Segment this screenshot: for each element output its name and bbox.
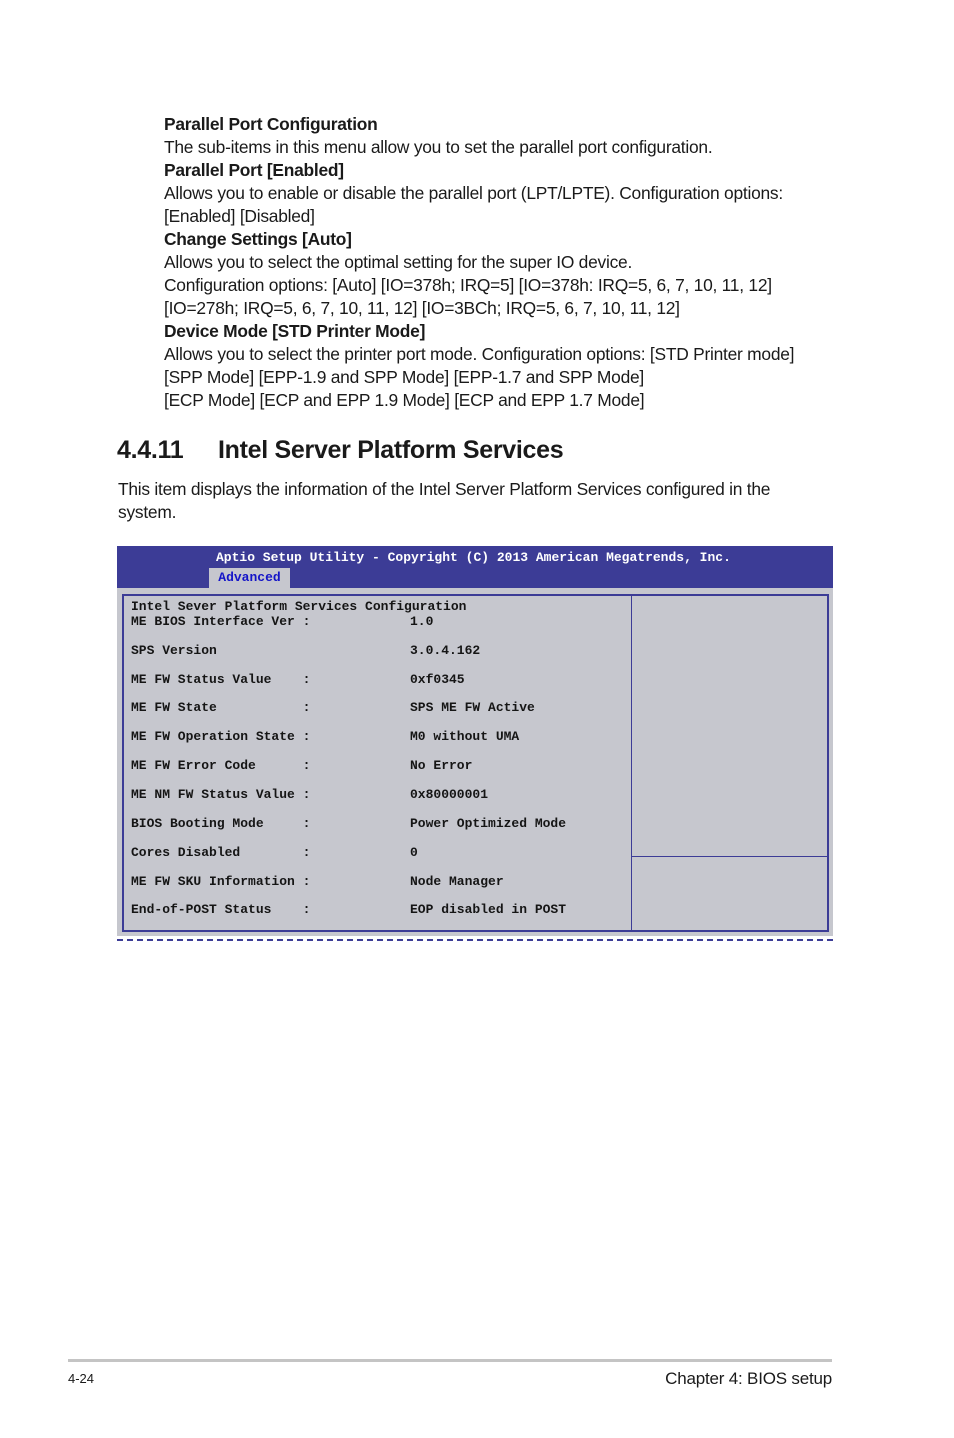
bios-info-row xyxy=(131,729,631,747)
bios-info-row xyxy=(131,700,631,718)
bios-info-row xyxy=(131,758,631,776)
device-mode-desc-line-3: [ECP Mode] [ECP and EPP 1.9 Mode] [ECP and EPP 1.7 Mode] xyxy=(164,390,645,410)
bios-title: Aptio Setup Utility - Copyright (C) 2013 American Megatrends, Inc. xyxy=(216,550,731,565)
parallel-port-heading: Parallel Port [Enabled] xyxy=(164,160,344,180)
bios-info-value: SPS ME FW Active xyxy=(410,700,535,715)
bios-info-value: 0x80000001 xyxy=(410,787,489,802)
bios-info-value: 0 xyxy=(410,845,418,860)
tab-advanced[interactable]: Advanced xyxy=(209,568,290,588)
bios-info-row xyxy=(131,614,631,632)
section-number: 4.4.11 xyxy=(117,436,184,464)
bios-bottom-dashed-border xyxy=(117,939,833,941)
section-intro-line-1: This item displays the information of the Intel Server Platform Services configured in the xyxy=(118,479,771,499)
bios-info-row xyxy=(131,787,631,805)
bios-info-label: BIOS Booting Mode : xyxy=(131,816,311,831)
page-number: 4-24 xyxy=(68,1371,95,1386)
bios-info-value: No Error xyxy=(410,758,473,773)
bios-info-value: 1.0 xyxy=(410,614,434,629)
section-heading xyxy=(117,436,563,465)
section-title: Intel Server Platform Services xyxy=(218,436,564,464)
bios-info-row xyxy=(131,845,631,863)
parallel-port-desc-line-1: Allows you to enable or disable the parallel port (LPT/LPTE). Configuration options: xyxy=(164,183,783,203)
bios-header-bar xyxy=(117,546,833,588)
change-settings-desc-line-3: [IO=278h; IRQ=5, 6, 7, 10, 11, 12] [IO=3BCh; IRQ=5, 6, 7, 10, 11, 12] xyxy=(164,298,680,318)
bios-config-title: Intel Sever Platform Services Configuration xyxy=(131,599,467,614)
parallel-port-section xyxy=(164,113,844,412)
bios-info-label: Cores Disabled : xyxy=(131,845,311,860)
parallel-port-desc-line-2: [Enabled] [Disabled] xyxy=(164,206,315,226)
bios-info-label: ME FW Operation State : xyxy=(131,729,311,744)
parallel-port-config-desc: The sub-items in this menu allow you to set the parallel port configuration. xyxy=(164,137,713,157)
change-settings-desc-line-1: Allows you to select the optimal setting for the super IO device. xyxy=(164,252,633,272)
parallel-port-config-heading: Parallel Port Configuration xyxy=(164,114,378,134)
bios-info-row xyxy=(131,643,631,661)
bios-info-label: SPS Version xyxy=(131,643,217,658)
bios-info-value: 3.0.4.162 xyxy=(410,643,481,658)
bios-info-label: ME FW SKU Information : xyxy=(131,874,311,889)
bios-info-row xyxy=(131,816,631,834)
bios-info-label: ME FW Status Value : xyxy=(131,672,311,687)
bios-info-row xyxy=(131,874,631,892)
bios-info-label: ME NM FW Status Value : xyxy=(131,787,311,802)
bios-panel-divider xyxy=(631,596,632,930)
bios-info-label: ME BIOS Interface Ver : xyxy=(131,614,311,629)
bios-info-row xyxy=(131,902,631,920)
device-mode-desc-line-1: Allows you to select the printer port mode. Configuration options: [STD Printer mode] xyxy=(164,344,795,364)
bios-screenshot xyxy=(117,546,833,942)
bios-help-separator xyxy=(632,856,827,857)
bios-info-value: EOP disabled in POST xyxy=(410,902,567,917)
bios-info-label: ME FW State : xyxy=(131,700,311,715)
section-intro-line-2: system. xyxy=(118,502,177,522)
bios-info-value: 0xf0345 xyxy=(410,672,465,687)
bios-info-value: Node Manager xyxy=(410,874,504,889)
bios-info-value: M0 without UMA xyxy=(410,729,520,744)
section-intro xyxy=(118,478,838,524)
bios-info-value: Power Optimized Mode xyxy=(410,816,567,831)
footer-rule xyxy=(68,1359,832,1362)
device-mode-heading: Device Mode [STD Printer Mode] xyxy=(164,321,426,341)
bios-info-row xyxy=(131,672,631,690)
bios-info-label: ME FW Error Code : xyxy=(131,758,311,773)
change-settings-heading: Change Settings [Auto] xyxy=(164,229,352,249)
chapter-label: Chapter 4: BIOS setup xyxy=(665,1369,832,1388)
change-settings-desc-line-2: Configuration options: [Auto] [IO=378h; IRQ=5] [IO=378h: IRQ=5, 6, 7, 10, 11, 12] xyxy=(164,275,772,295)
bios-info-label: End-of-POST Status : xyxy=(131,902,311,917)
device-mode-desc-line-2: [SPP Mode] [EPP-1.9 and SPP Mode] [EPP-1.7 and SPP Mode] xyxy=(164,367,644,387)
